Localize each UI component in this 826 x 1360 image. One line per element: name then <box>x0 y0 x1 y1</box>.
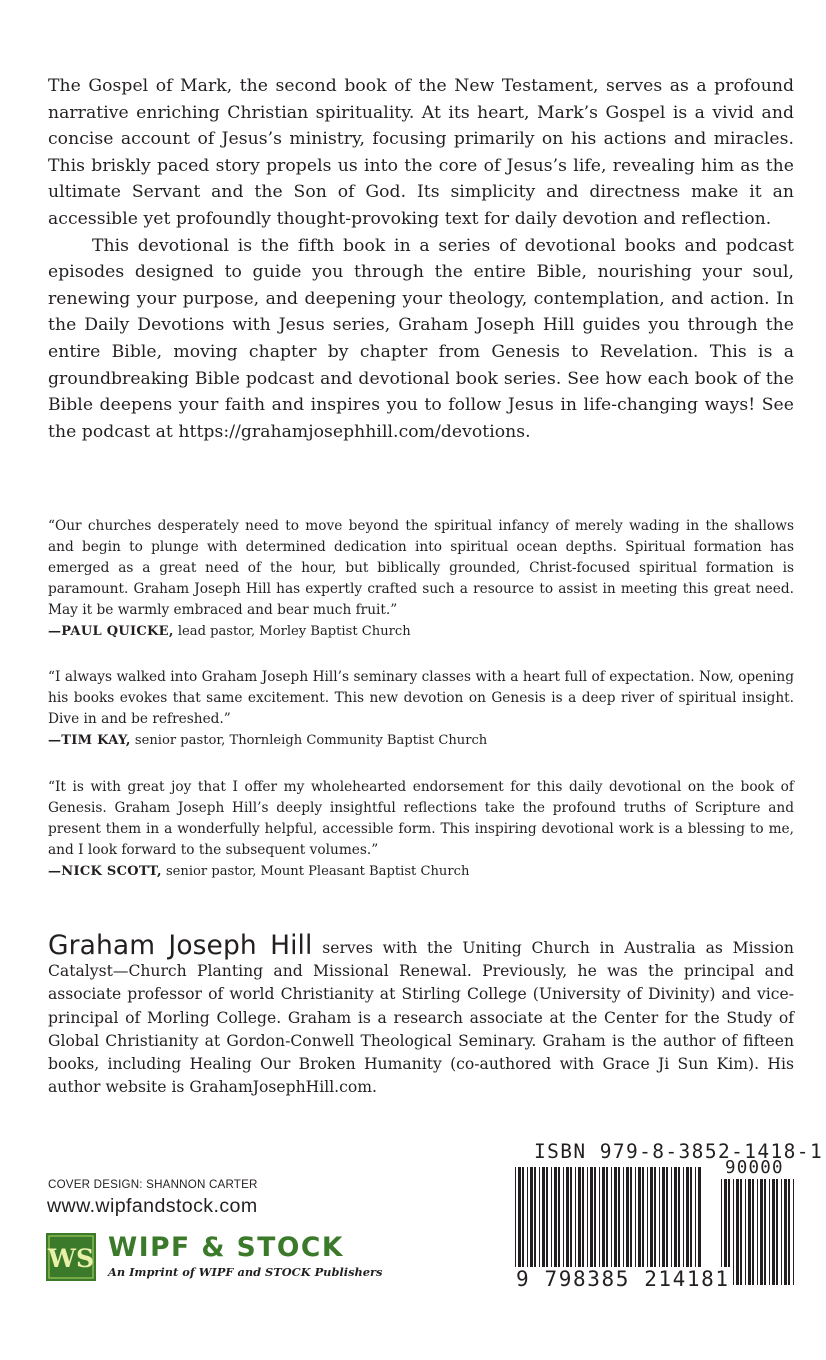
book-description <box>48 73 794 445</box>
barcode-bar <box>784 1179 787 1285</box>
barcode-bar <box>769 1179 770 1285</box>
price-code: 90000 <box>725 1158 784 1178</box>
barcode-bar <box>776 1179 778 1285</box>
barcode-bar <box>788 1179 790 1285</box>
description-paragraph: This devotional is the fifth book in a series of devotional books and podcast episodes designed to guide you through the entire Bible, nourishing your soul, renewing your purpose, and deepening your theology, contemplation, and action. In the Daily Devotions with Jesus series, Graham Joseph Hill guides you through the entire Bible, moving chapter by chapter from Genesis to Revelation. This is a groundbreaking Bible podcast and devotional book series. See how each book of the Bible deepens your faith and inspires you to follow Jesus in life-changing ways! See the podcast at https://grahamjosephhill.com/devotions. <box>48 235 794 442</box>
barcode-bar <box>781 1179 782 1285</box>
publisher-logo-text: WS <box>47 1244 95 1273</box>
endorser-name: —TIM KAY, <box>48 733 131 749</box>
author-bio-text <box>48 930 794 1099</box>
publisher-brand: WIPF & STOCK <box>108 1232 344 1263</box>
cover-design-credit: COVER DESIGN: SHANNON CARTER <box>48 1178 258 1191</box>
author-bio-body: serves with the Uniting Church in Australia as Mission Catalyst—Church Planting and Missional Renewal. Previously, he was the principal and associate professor of world Christianity at Stirling College (University of Divinity) and vice-principal of Morling College. Graham is a research associate at the Center for the Study of Global Christianity at Gordon-Conwell Theological Seminary. Graham is the author of fifteen books, including Healing Our Broken Humanity (co-authored with Grace Ji Sun Kim). His author website is GrahamJosephHill.com. <box>48 939 794 1097</box>
endorsement-attribution <box>48 730 794 751</box>
barcode-bar <box>740 1179 742 1285</box>
endorsement-quote: “I always walked into Graham Joseph Hill’s seminary classes with a heart full of expectation. Now, opening his books evokes that same excitement. This new devotion on Genesis is a deep river of spiritual insight. Dive in and be refreshed.” <box>48 669 794 728</box>
author-bio <box>48 930 794 1099</box>
barcode-bar <box>760 1179 763 1285</box>
endorsement <box>48 667 794 751</box>
description-paragraph: The Gospel of Mark, the second book of the New Testament, serves as a profound narrative enriching Christian spirituality. At its heart, Mark’s Gospel is a vivid and concise account of Jesus’s ministry, focusing primarily on his actions and miracles. This briskly paced story propels us into the core of Jesus’s life, revealing him as the ultimate Servant and the Son of God. Its simplicity and directness make it an accessible yet profoundly thought-provoking text for daily devotion and reflection. <box>48 76 794 229</box>
endorser-role: lead pastor, Morley Baptist Church <box>177 624 411 640</box>
barcode-bar <box>748 1179 751 1285</box>
barcode-bar <box>745 1179 746 1285</box>
ean-digits: 9 798385 214181 <box>516 1267 730 1291</box>
barcode-bar <box>793 1179 794 1285</box>
barcode-bar <box>772 1179 775 1285</box>
isbn-label: ISBN 979-8-3852-1418-1 <box>534 1140 824 1163</box>
endorsement <box>48 516 794 642</box>
endorser-name: —PAUL QUICKE, <box>48 624 174 640</box>
endorsement-quote: “It is with great joy that I offer my wholehearted endorsement for this daily devotional on the book of Genesis. Graham Joseph Hill’s deeply insightful reflections take the profound truths of Scripture and present them in a wonderfully helpful, accessible form. This inspiring devotional work is a blessing to me, and I look forward to the subsequent volumes.” <box>48 779 794 859</box>
publisher-logo-icon <box>46 1233 96 1281</box>
endorsement-attribution <box>48 621 794 642</box>
endorser-name: —NICK SCOTT, <box>48 864 162 880</box>
publisher-website: www.wipfandstock.com <box>47 1195 258 1217</box>
endorsement-attribution <box>48 861 794 882</box>
publisher-imprint: An Imprint of WIPF and STOCK Publishers <box>108 1265 383 1279</box>
barcode-bar <box>752 1179 754 1285</box>
author-name: Graham Joseph Hill <box>48 930 313 961</box>
endorser-role: senior pastor, Mount Pleasant Baptist Church <box>165 864 470 880</box>
endorsement-quote: “Our churches desperately need to move beyond the spiritual infancy of merely wading in the shallows and begin to plunge with determined dedication into spiritual ocean depths. Spiritual formation has emerged as a great need of the hour, but biblically grounded, Christ-focused spiritual formation is paramount. Graham Joseph Hill has expertly crafted such a resource to assist in meeting this great need. May it be warmly embraced and bear much fruit.” <box>48 518 794 619</box>
endorsement <box>48 777 794 882</box>
barcode-bar <box>736 1179 739 1285</box>
barcode-bar <box>757 1179 758 1285</box>
barcode-bar <box>733 1179 734 1285</box>
endorser-role: senior pastor, Thornleigh Community Baptist Church <box>134 733 488 749</box>
barcode-bar <box>764 1179 766 1285</box>
